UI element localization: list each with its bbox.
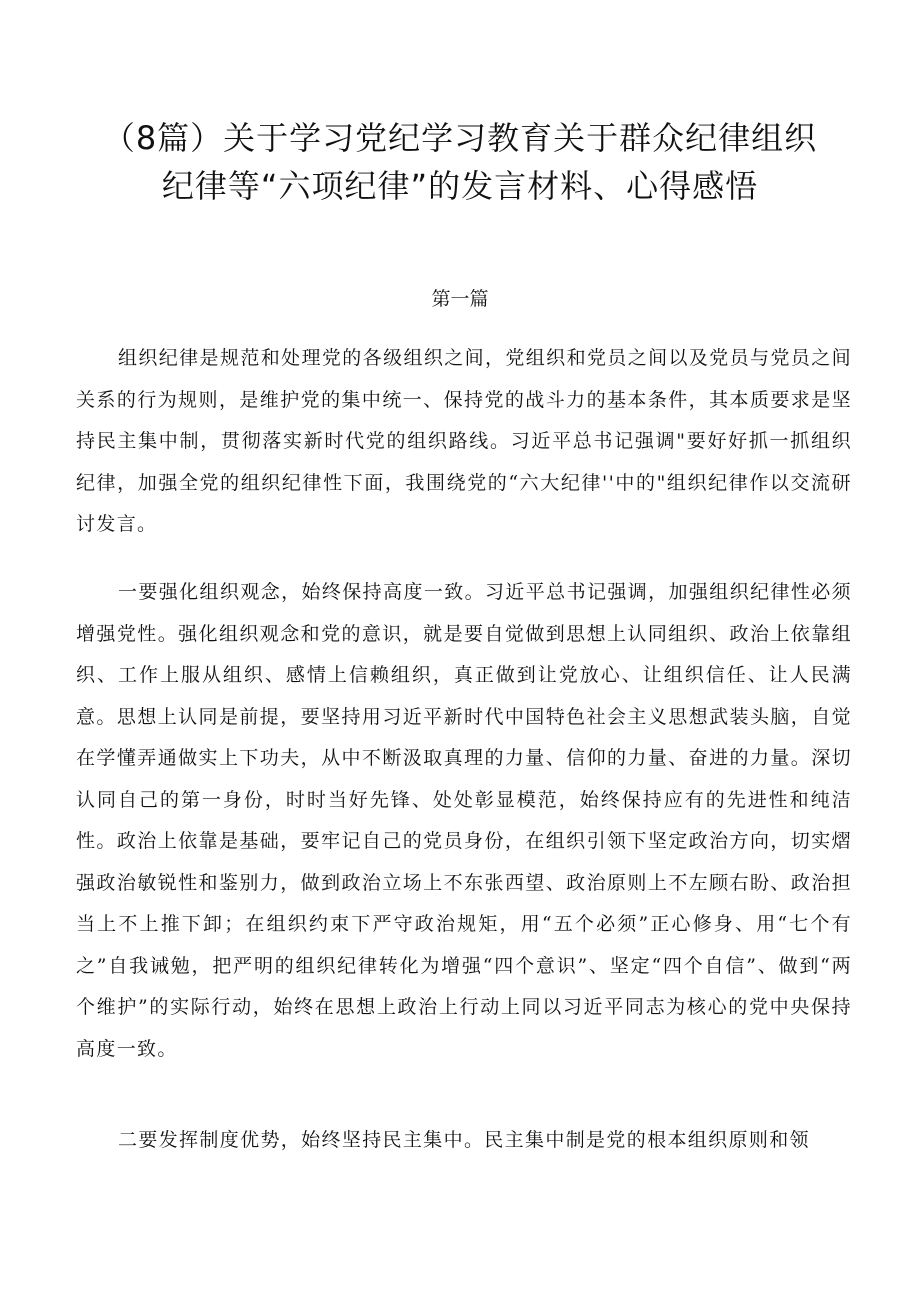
body-paragraph-2: 一要强化组织观念，始终保持高度一致。习近平总书记强调，加强组织纪律性必须增强党性。强化组织观念和党的意识，就是要自觉做到思想上认同组织、政治上依靠组织、工作上服从组织、感情上信赖组织，真正做到让党放心、让组织信任、让人民满意。思想上认同是前提，要坚持用习近平新时代中国特色社会主义思想武装头脑，自觉在学懂弄通做实上下功夫，从中不断汲取真理的力量、信仰的力量、奋进的力量。深切认同自己的第一身份，时时当好先锋、处处彰显模范，始终保持应有的先进性和纯洁性。政治上依靠是基础，要牢记自己的党员身份，在组织引领下坚定政治方向，切实熠强政治敏锐性和鉴别力，做到政治立场上不东张西望、政治原则上不左顾右盼、政治担当上不上推下卸；在组织约束下严守政治规矩，用“五个必须”正心修身、用“七个有之”自我诫勉，把严明的组织纪律转化为增强“四个意识”、坚定“四个自信”、做到“两个维护”的实际行动，始终在思想上政治上行动上同以习近平同志为核心的党中央保持高度一致。: [76, 581, 852, 1060]
section-heading: 第一篇: [431, 288, 489, 310]
document-title-line-2: 纪律等“六项纪律”的发言材料、心得感悟: [161, 167, 759, 205]
body-paragraph-3: 二要发挥制度优势，始终坚持民主集中。民主集中制是党的根本组织原则和领: [118, 1129, 810, 1151]
document-title-line-1: （8篇）关于学习党纪学习教育关于群众纪律组织: [102, 119, 818, 157]
body-paragraph-1: 组织纪律是规范和处理党的各级组织之间，党组织和党员之间以及党员与党员之间关系的行为规则，是维护党的集中统一、保持党的战斗力的基本条件，其本质要求是坚持民主集中制，贯彻落实新时代党的组织路线。习近平总书记强调"要好好抓一抓组织纪律，加强全党的组织纪律性下面，我围绕党的“六大纪律''中的"组织纪律作以交流研讨发言。: [76, 347, 852, 535]
